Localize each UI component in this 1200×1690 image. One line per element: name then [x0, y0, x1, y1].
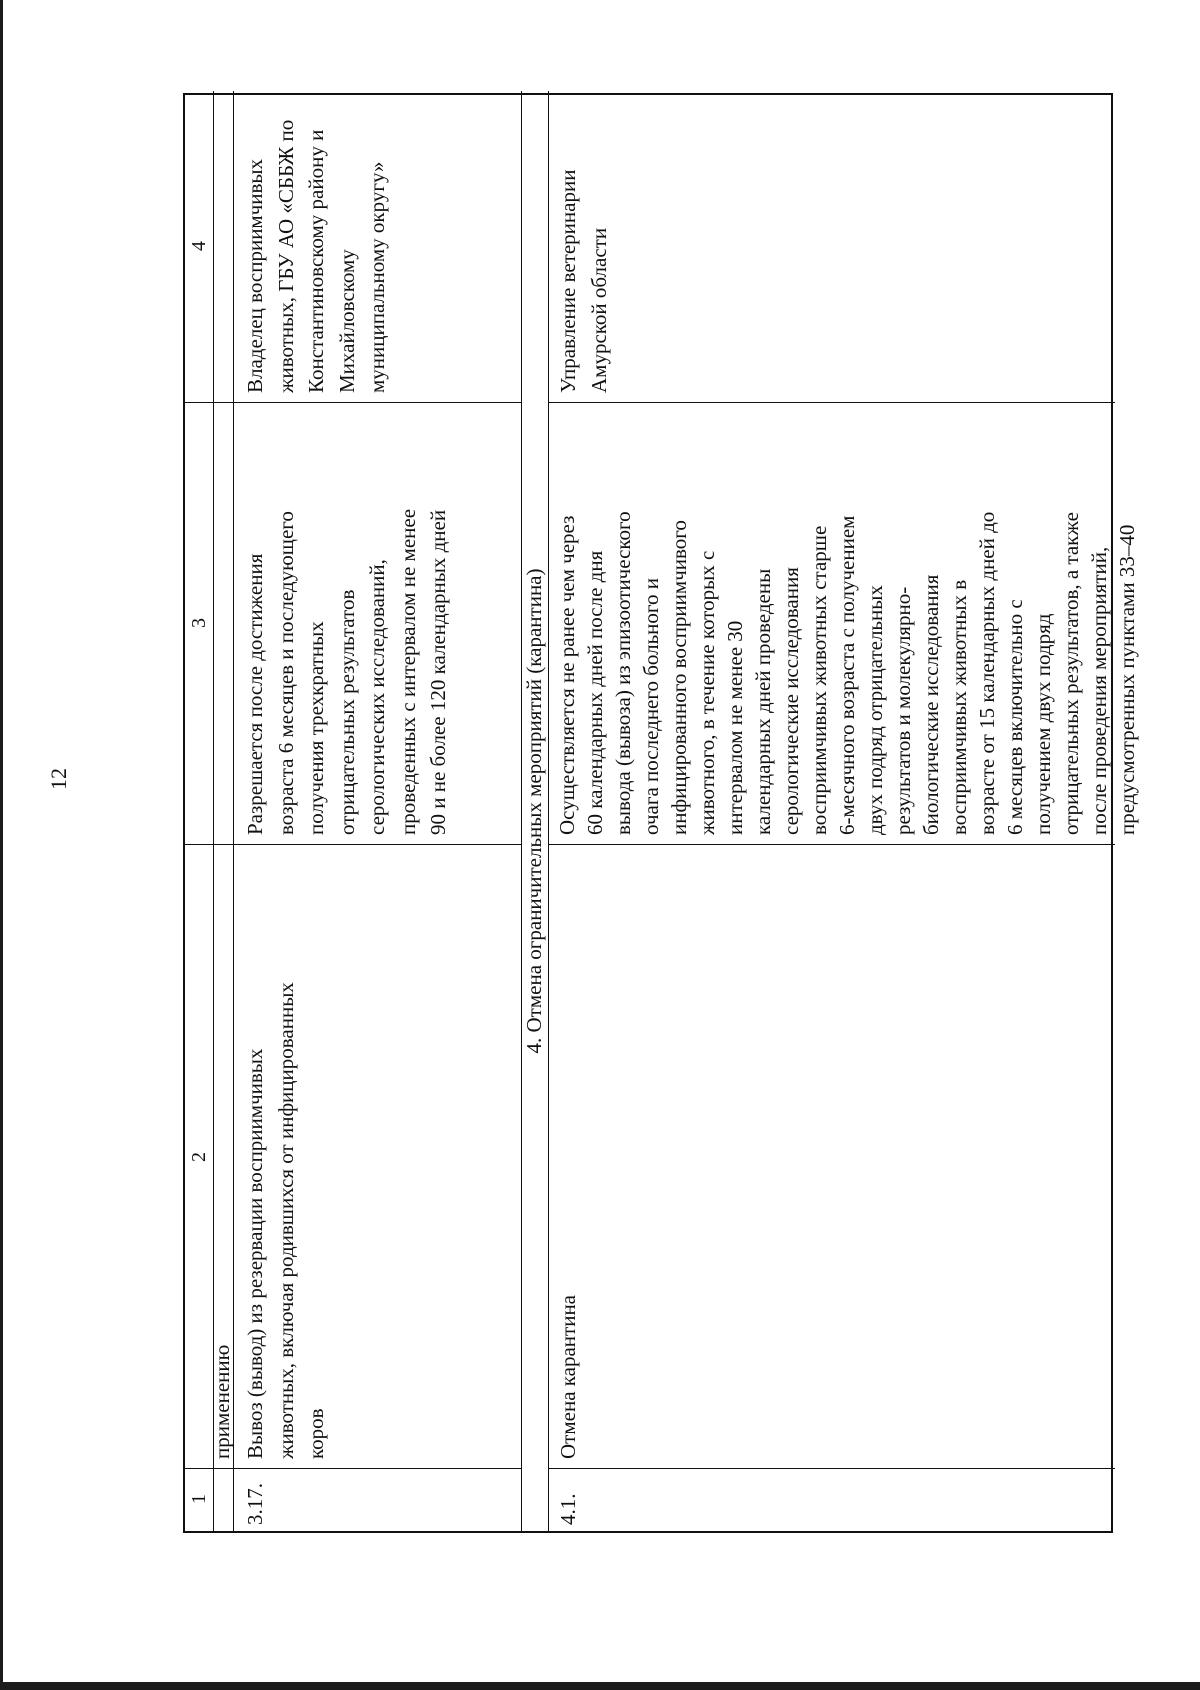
row-4-1-number: 4.1. — [556, 1493, 580, 1525]
continued-row-text: применению — [210, 1344, 234, 1459]
regulation-table — [183, 93, 1139, 1533]
col-2-divider — [185, 844, 521, 845]
col-3-divider-lower — [548, 402, 1115, 403]
section-4-heading: 4. Отмена ограничительных мероприятий (карантина) — [522, 568, 546, 1054]
column-number-1: 1 — [188, 1494, 210, 1504]
column-number-3: 3 — [188, 618, 210, 628]
scan-bottom-edge — [0, 1682, 1200, 1690]
col-2-divider-lower — [548, 844, 1115, 845]
column-number-4: 4 — [188, 241, 210, 251]
column-number-2: 2 — [188, 1152, 210, 1162]
row-4-1-activity: Отмена карантина — [556, 1294, 580, 1459]
col-1-divider-lower — [548, 1468, 1115, 1469]
row-4-1-responsible: Управление ветеринарии Амурской области — [556, 169, 611, 393]
section-heading-divider — [548, 91, 549, 1531]
scan-left-edge — [0, 0, 3, 1690]
rotated-table-container — [183, 93, 1139, 1533]
page-number: 12 — [46, 768, 71, 790]
row-3-17-terms: Разрешается после достижения возраста 6 месяцев и последующего получения трехкратных отрицательных результатов серологических исследований, проведенных с интервалом не менее 90 и не более 120 календарных дней — [243, 508, 450, 835]
row-3-17-activity: Вывоз (вывод) из резервации восприимчивых животных, включая родившихся от инфицированных коров — [243, 982, 328, 1459]
col-1-divider — [185, 1468, 521, 1469]
row-4-1-terms: Осуществляется не ранее чем через 60 календарных дней после дня вывода (вывоза) из эпизоотического очага последнего больного и инфицированного восприимчивого животного, в течение которых с интервалом не менее 30 календарных дней проведены серологические исследования восприимчивых животных старше 6-месячного возраста с получением двух подряд отрицательных результатов и молекулярно- биологические исследования восприимчивых животных в возрасте от 15 календарных дней до 6 месяцев включительно с получением двух подряд отрицательных результатов, а также после проведения мероприятий, предусмотренных пунктами 33–40 — [555, 511, 1139, 835]
col-3-divider — [185, 402, 521, 403]
row-3-17-number: 3.17. — [243, 1483, 267, 1525]
row-3-17-responsible: Владелец восприимчивых животных, ГБУ АО «СББЖ по Константиновскому району и Михайловскому муниципальному округу» — [243, 119, 389, 393]
